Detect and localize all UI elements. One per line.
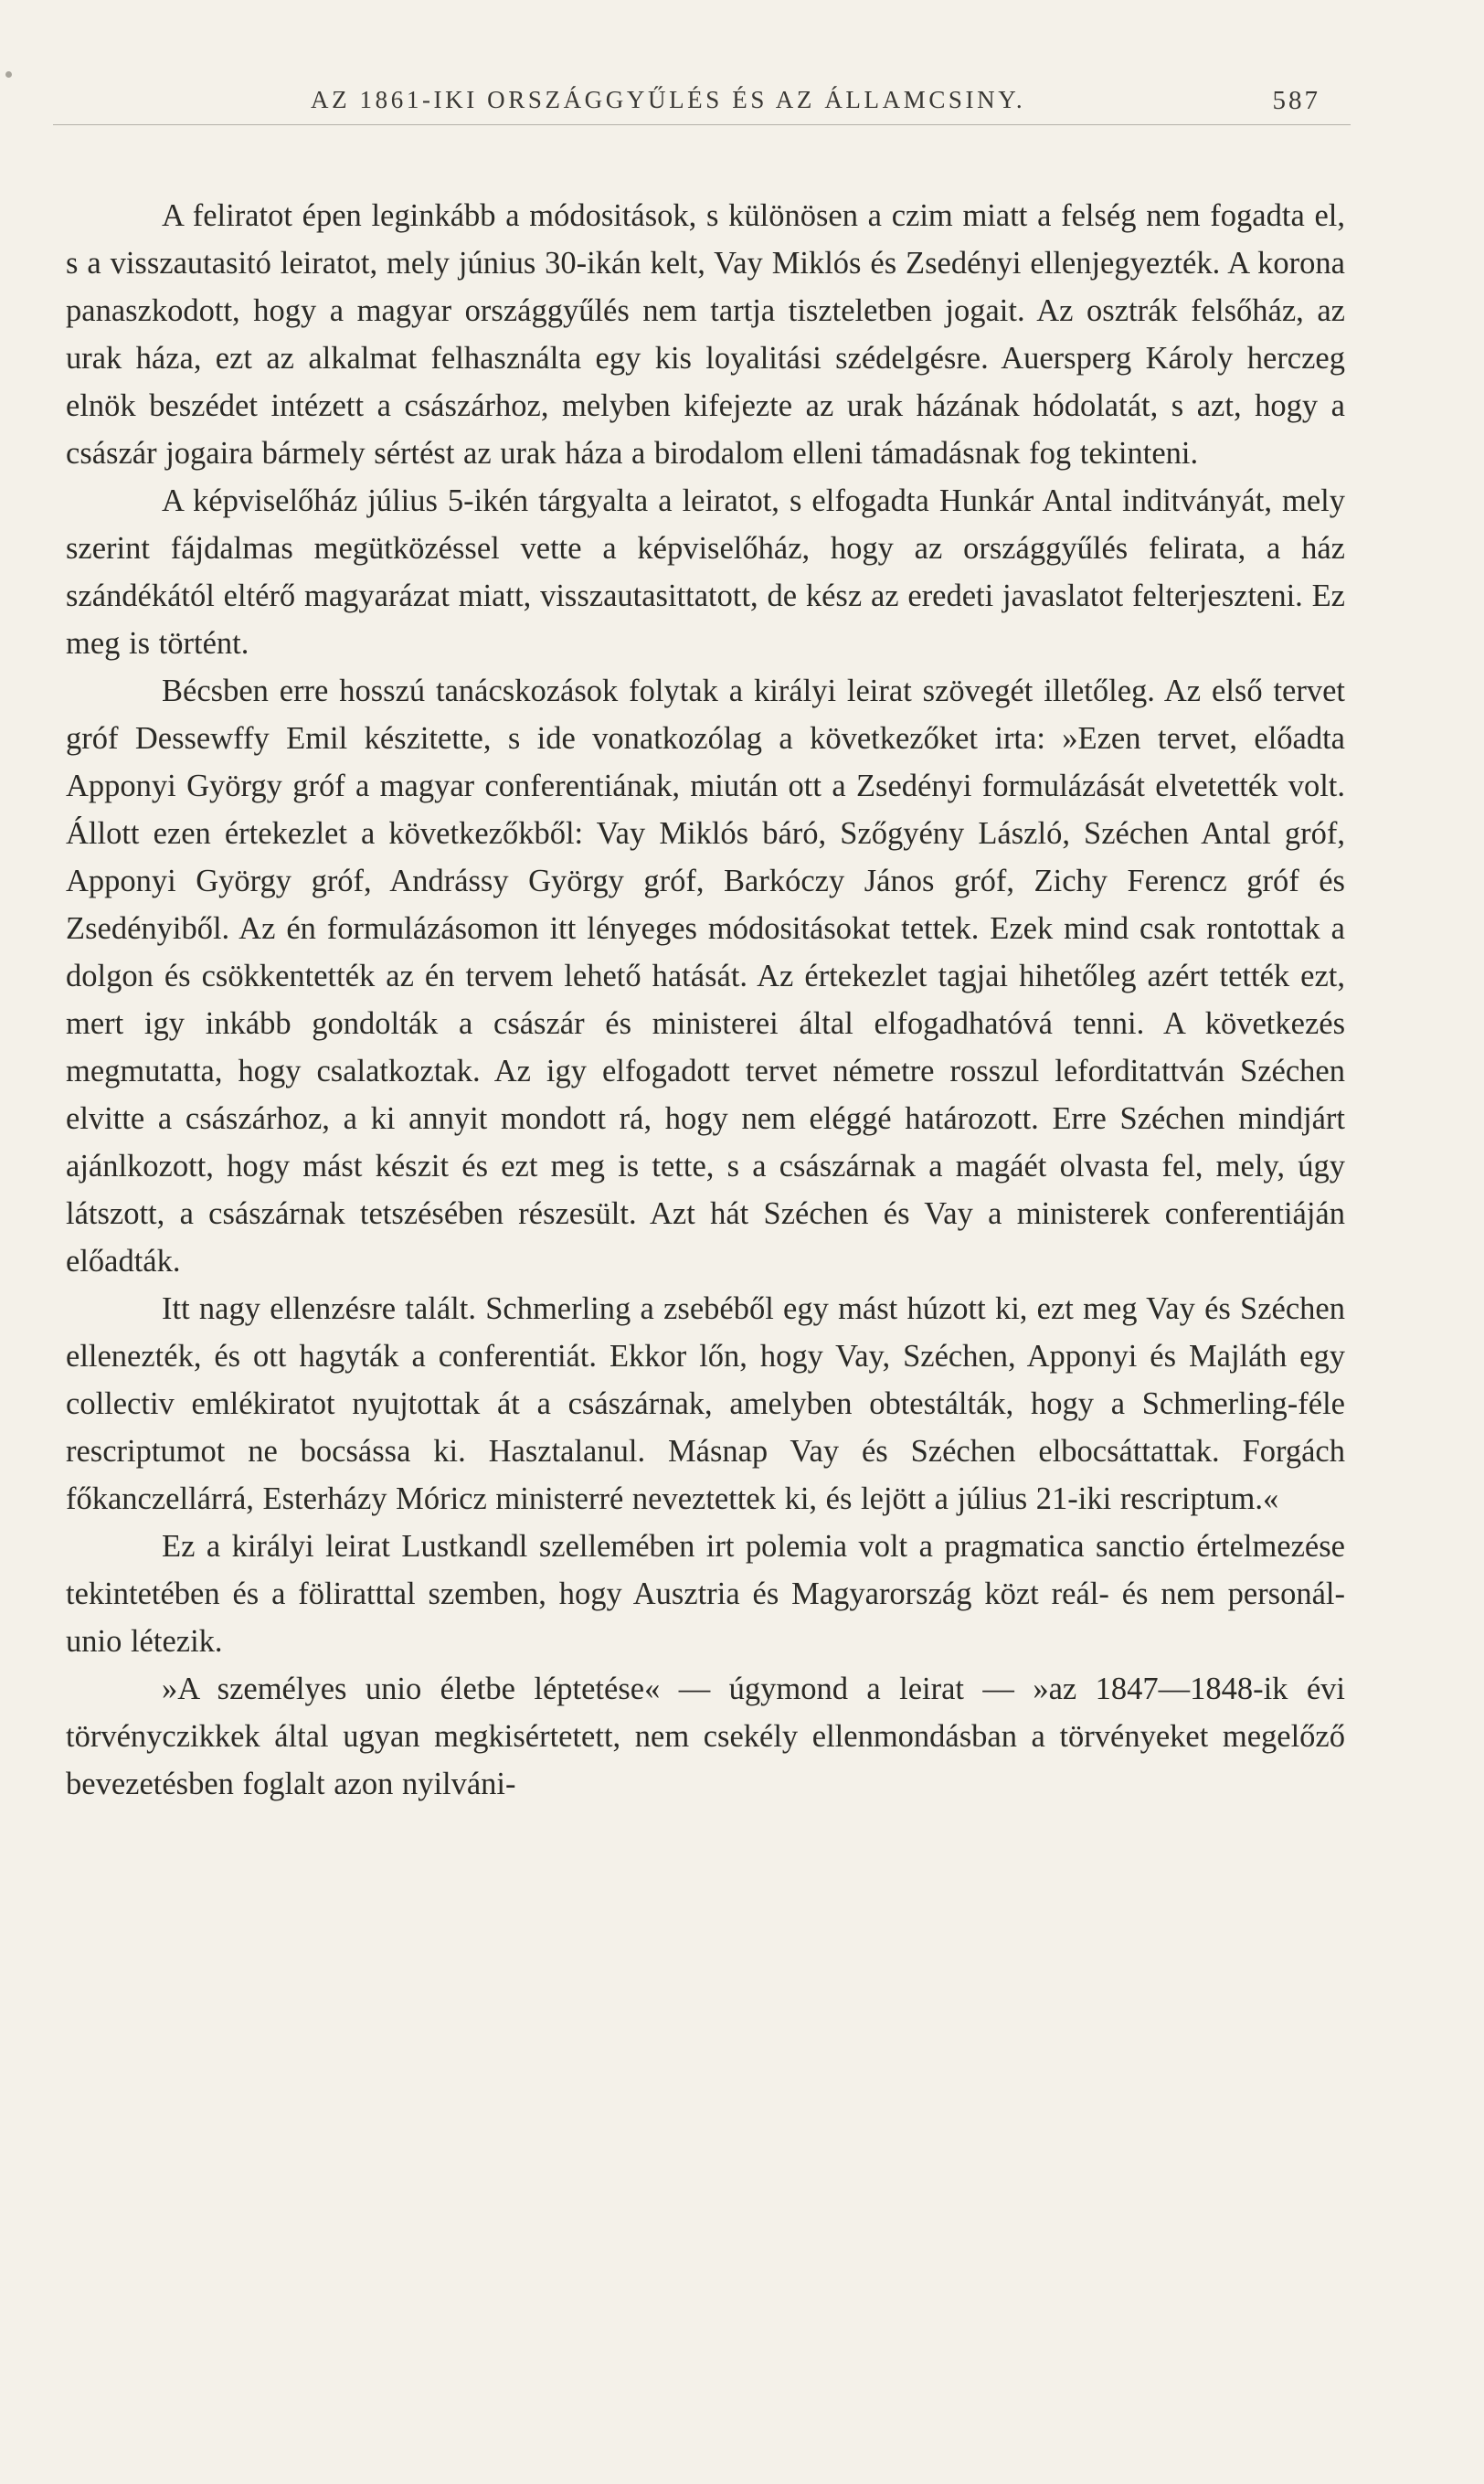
paragraph: Ez a királyi leirat Lustkandl szellemében irt polemia volt a pragmatica sanctio értelmezése tekintetében és a föliratttal szemben, hogy Ausztria és Magyarország közt reál- és nem personál-unio létezik.	[66, 1529, 1345, 1659]
paragraph: A feliratot épen leginkább a módositások, s különösen a czim miatt a felség nem fogadta el, s a visszautasitó leiratot, mely június 30-ikán kelt, Vay Miklós és Zsedényi ellenjegyezték. A korona panaszkodott, hogy a magyar országgyűlés nem tartja tiszteletben jogait. Az osztrák felsőház, az urak háza, ezt az alkalmat felhasználta egy kis loyalitási szédelgésre. Auersperg Károly herczeg elnök beszédet intézett a császárhoz, melyben kifejezte az urak házának hódolatát, s azt, hogy a császár jogaira bármely sértést az urak háza a birodalom elleni támadásnak fog tekinteni.	[66, 198, 1345, 471]
paper-speck	[5, 71, 12, 78]
paragraph: Itt nagy ellenzésre talált. Schmerling a zsebéből egy mást húzott ki, ezt meg Vay és Széchen ellenezték, és ott hagyták a conferentiát. Ekkor lőn, hogy Vay, Széchen, Apponyi és Majláth egy collectiv emlékiratot nyujtottak át a császárnak, amelyben obtestálták, hogy a Schmerling-féle rescriptumot ne bocsássa ki. Hasztalanul. Másnap Vay és Széchen elbocsáttattak. Forgách főkanczellárrá, Esterházy Móricz ministerré neveztettek ki, és lejött a július 21-iki rescriptum.«	[66, 1291, 1345, 1516]
paragraph: A képviselőház július 5-ikén tárgyalta a leiratot, s elfogadta Hunkár Antal inditványát, mely szerint fájdalmas megütközéssel vette a képviselőház, hogy az országgyűlés felirata, a ház szándékától eltérő magyarázat miatt, visszautasittatott, de kész az eredeti javaslatot felterjeszteni. Ez meg is történt.	[66, 483, 1345, 661]
page-number: 587	[1272, 86, 1320, 115]
running-head: AZ 1861-IKI ORSZÁGGYŰLÉS ÉS AZ ÁLLAMCSINY.	[311, 86, 1026, 113]
paragraph: »A személyes unio életbe léptetése« — úgymond a leirat — »az 1847—1848-ik évi törvényczikkek által ugyan megkisértetett, nem csekély ellenmondásban a törvényeket megelőző bevezetésben foglalt azon nyilváni-	[66, 1672, 1345, 1801]
header-rule	[53, 124, 1351, 125]
body-text	[66, 192, 1345, 1808]
paragraph: Bécsben erre hosszú tanácskozások folytak a királyi leirat szövegét illetőleg. Az első tervet gróf Dessewffy Emil készitette, s ide vonatkozólag a következőket irta: »Ezen tervet, előadta Apponyi György gróf a magyar conferentiának, miután ott a Zsedényi formulázását elvetették volt. Állott ezen értekezlet a következőkből: Vay Miklós báró, Szőgyény László, Széchen Antal gróf, Apponyi György gróf, Andrássy György gróf, Barkóczy János gróf, Zichy Ferencz gróf és Zsedényiből. Az én formulázásomon itt lényeges módositásokat tettek. Ezek mind csak rontottak a dolgon és csökkentették az én tervem lehető hatását. Az értekezlet tagjai hihetőleg azért tették ezt, mert igy inkább gondolták a császár és ministerei által elfogadhatóvá tenni. A következés megmutatta, hogy csalatkoztak. Az igy elfogadott tervet németre rosszul leforditattván Széchen elvitte a császárhoz, a ki annyit mondott rá, hogy nem eléggé határozott. Erre Széchen mindjárt ajánlkozott, hogy mást készit és ezt meg is tette, s a császárnak a magáét olvasta fel, mely, úgy látszott, a császárnak tetszésében részesült. Azt hát Széchen és Vay a ministerek conferentiáján előadták.	[66, 674, 1345, 1279]
page-header	[311, 86, 1320, 122]
